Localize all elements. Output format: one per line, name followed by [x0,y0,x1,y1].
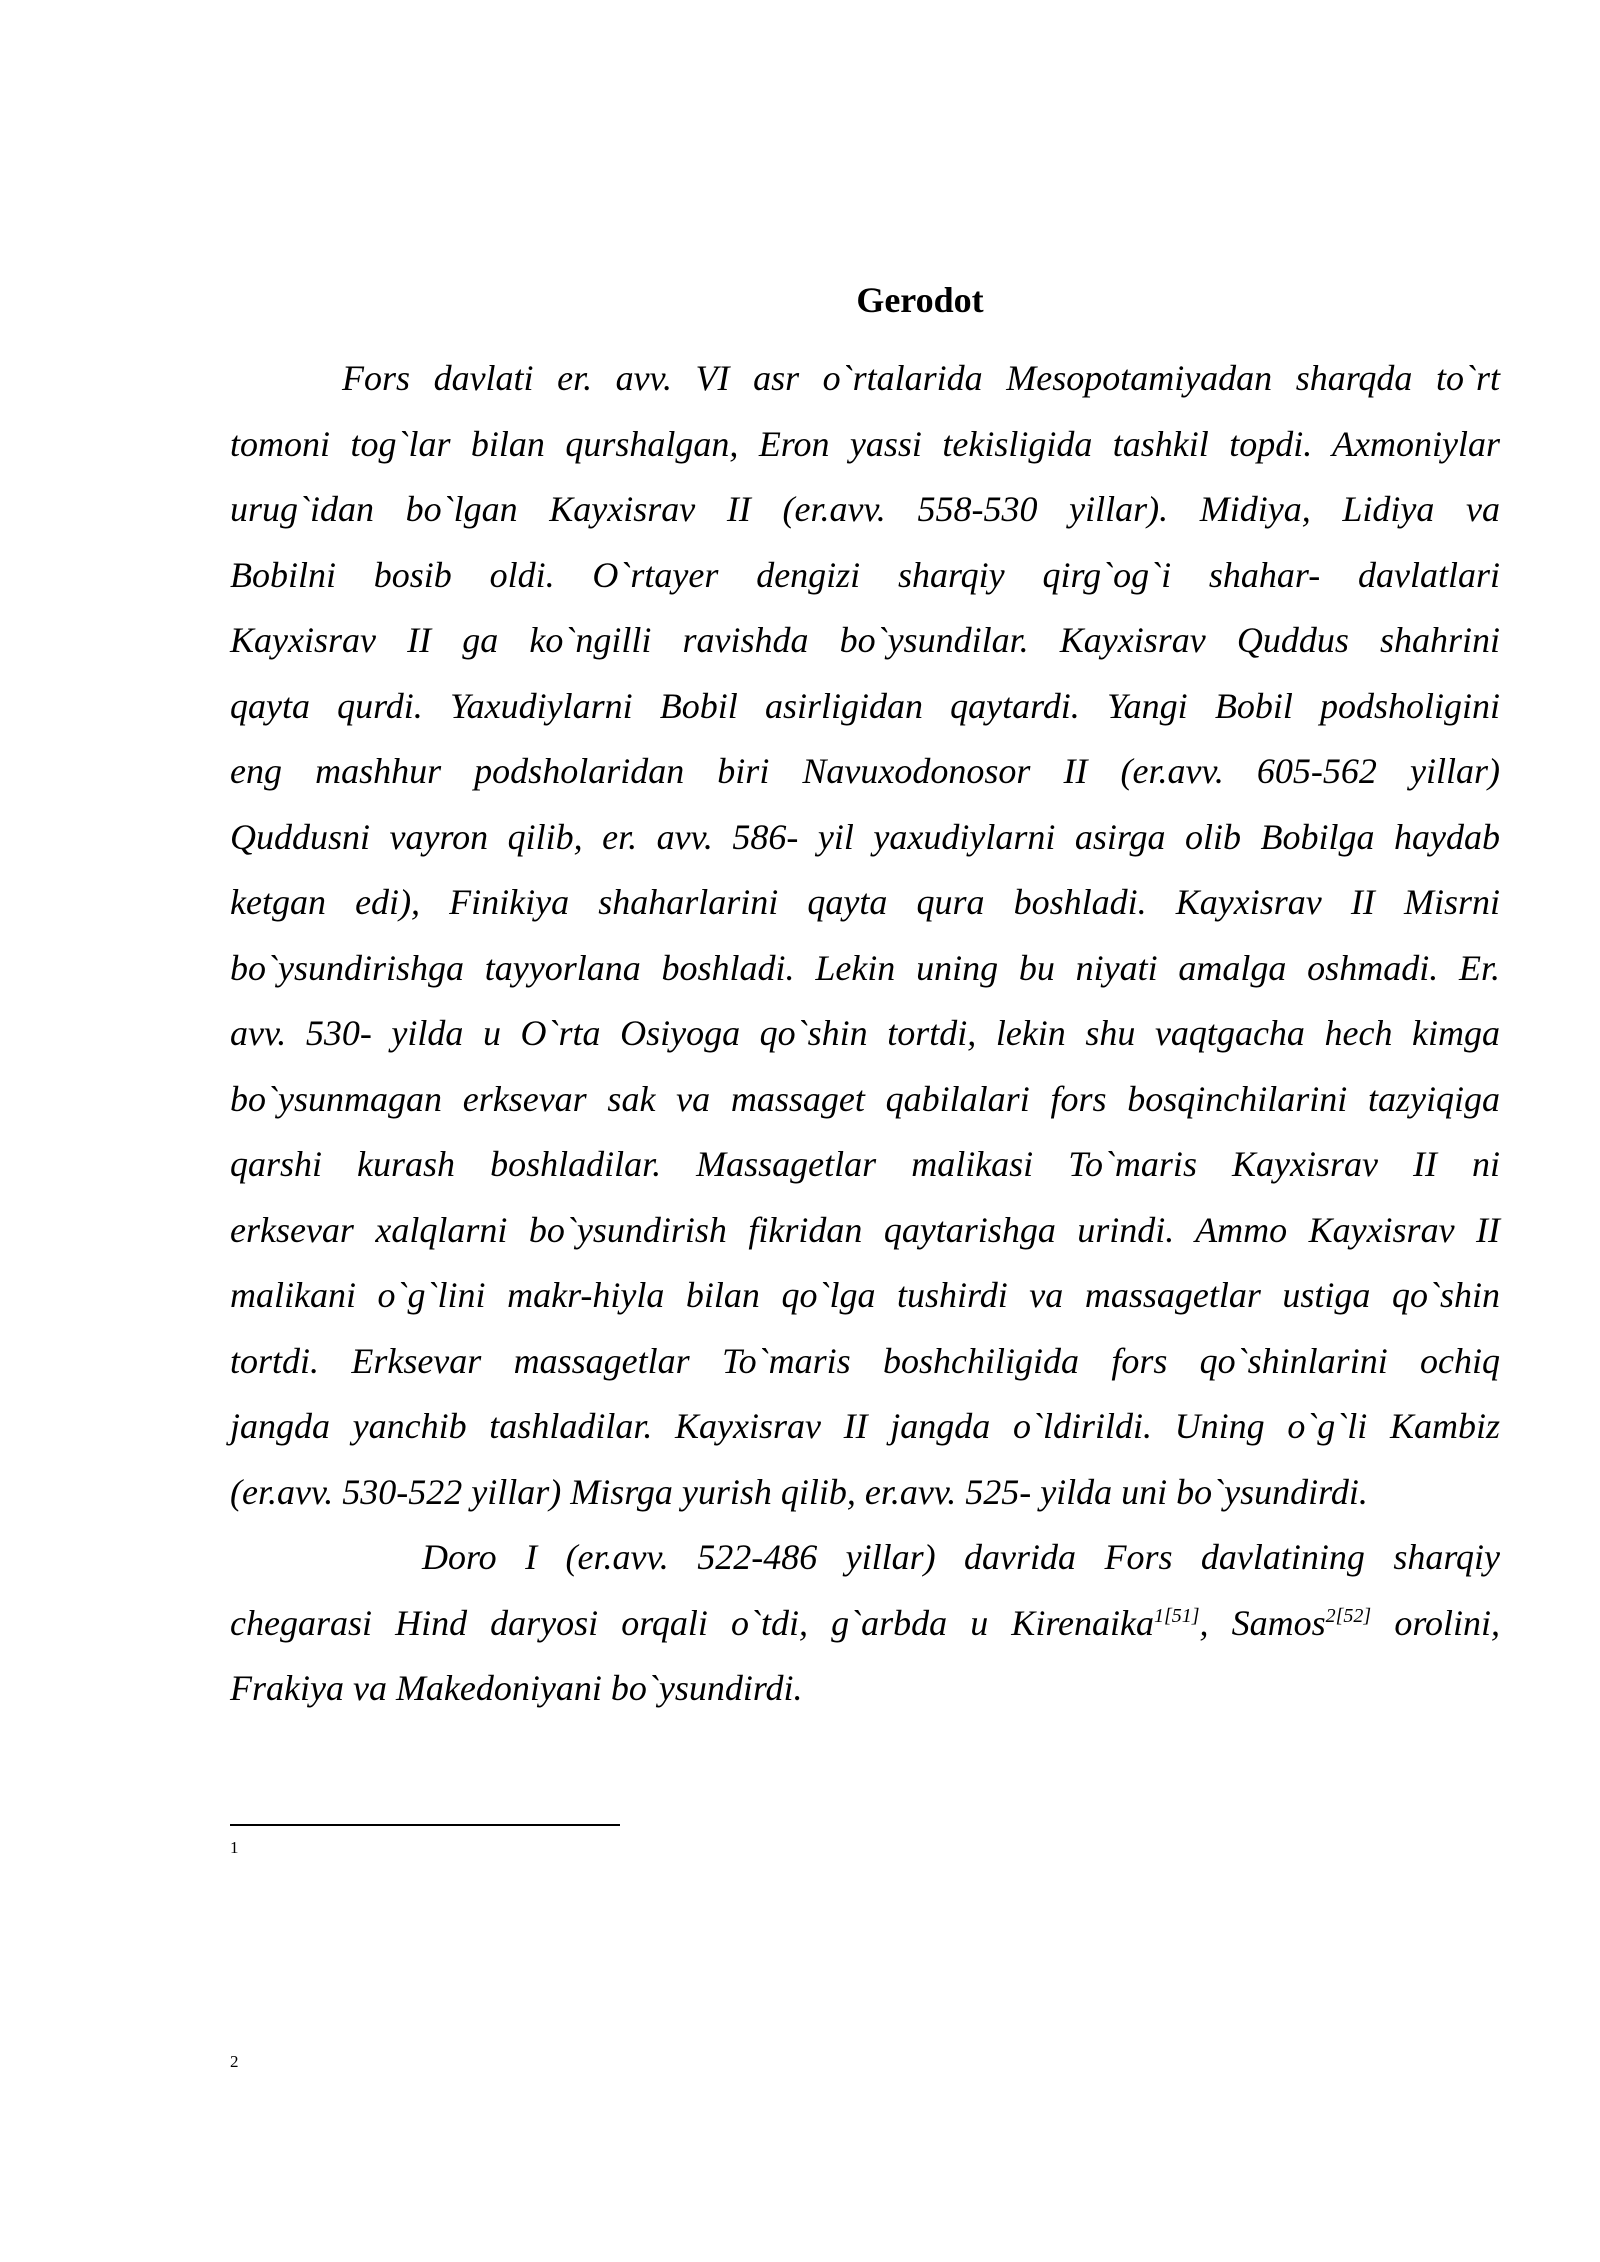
paragraph-line: urug`idan bo`lgan Kayxisrav II (er.avv. 558-530 yillar). Midiya, Lidiya va [230,489,1500,529]
footnote-ref-2[interactable]: 2[52] [1325,1604,1372,1627]
paragraph-line: Doro I (er.avv. 522-486 yillar) davrida Fors davlatining sharqiy [422,1537,1500,1577]
paragraph-line: eng mashhur podsholaridan biri Navuxodonosor II (er.avv. 605-562 yillar) [230,751,1500,791]
paragraph-line: Kayxisrav II ga ko`ngilli ravishda bo`ysundilar. Kayxisrav Quddus shahrini [230,620,1500,660]
paragraph-line-with-footnotes [230,1591,1500,1657]
paragraph-line: qayta qurdi. Yaxudiylarni Bobil asirligidan qaytardi. Yangi Bobil podsholigini [230,685,1500,726]
line-text: chegarasi Hind daryosi orqali o`tdi, g`arbda u Kirenaika [230,1602,1154,1643]
footnote-2: 2 [230,2052,239,2071]
footnote-1: 1 [230,1838,239,1857]
paragraph-line: Bobilni bosib oldi. O`rtayer dengizi sharqiy qirg`og`i shahar- davlatlari [230,554,1500,595]
paragraph-line: qarshi kurash boshladilar. Massagetlar malikasi To`maris Kayxisrav II ni [230,1144,1500,1184]
paragraph-line: bo`ysundirishga tayyorlana boshladi. Lekin uning bu niyati amalga oshmadi. Er. [230,947,1500,988]
paragraph-line: malikani o`g`lini makr-hiyla bilan qo`lga tushirdi va massagetlar ustiga qo`shin [230,1275,1500,1315]
paragraph-line: jangda yanchib tashladilar. Kayxisrav II jangda o`ldirildi. Uning o`g`li Kambiz [230,1406,1500,1446]
paragraph-line: ketgan edi), Finikiya shaharlarini qayta qura boshladi. Kayxisrav II Misrni [230,882,1500,922]
paragraph-line: tomoni tog`lar bilan qurshalgan, Eron yassi tekisligida tashkil topdi. Axmoniylar [230,423,1500,464]
paragraph-line: bo`ysunmagan erksevar sak va massaget qabilalari fors bosqinchilarini tazyiqiga [230,1078,1500,1119]
page-title: Gerodot [856,280,984,320]
paragraph-line: Frakiya va Makedoniyani bo`ysundirdi. [230,1668,803,1708]
body-text [230,346,1500,1722]
paragraph-line: tortdi. Erksevar massagetlar To`maris boshchiligida fors qo`shinlarini ochiq [230,1340,1500,1381]
line-text: , Samos [1199,1602,1326,1643]
paragraph-line: (er.avv. 530-522 yillar) Misrga yurish qilib, er.avv. 525- yilda uni bo`ysundirdi. [230,1471,1368,1512]
paragraph-line: Quddusni vayron qilib, er. avv. 586- yil yaxudiylarni asirga olib Bobilga haydab [230,816,1500,857]
footnote-ref-1[interactable]: 1[51] [1153,1604,1200,1627]
paragraph-line: erksevar xalqlarni bo`ysundirish fikridan qaytarishga urindi. Ammo Kayxisrav II [230,1209,1500,1250]
paragraph-line: Fors davlati er. avv. VI asr o`rtalarida Mesopotamiyadan sharqda to`rt [342,358,1500,398]
footnote-divider [230,1824,620,1826]
paragraph-line: avv. 530- yilda u O`rta Osiyoga qo`shin tortdi, lekin shu vaqtgacha hech kimga [230,1013,1500,1053]
line-text: orolini, [1371,1602,1500,1643]
